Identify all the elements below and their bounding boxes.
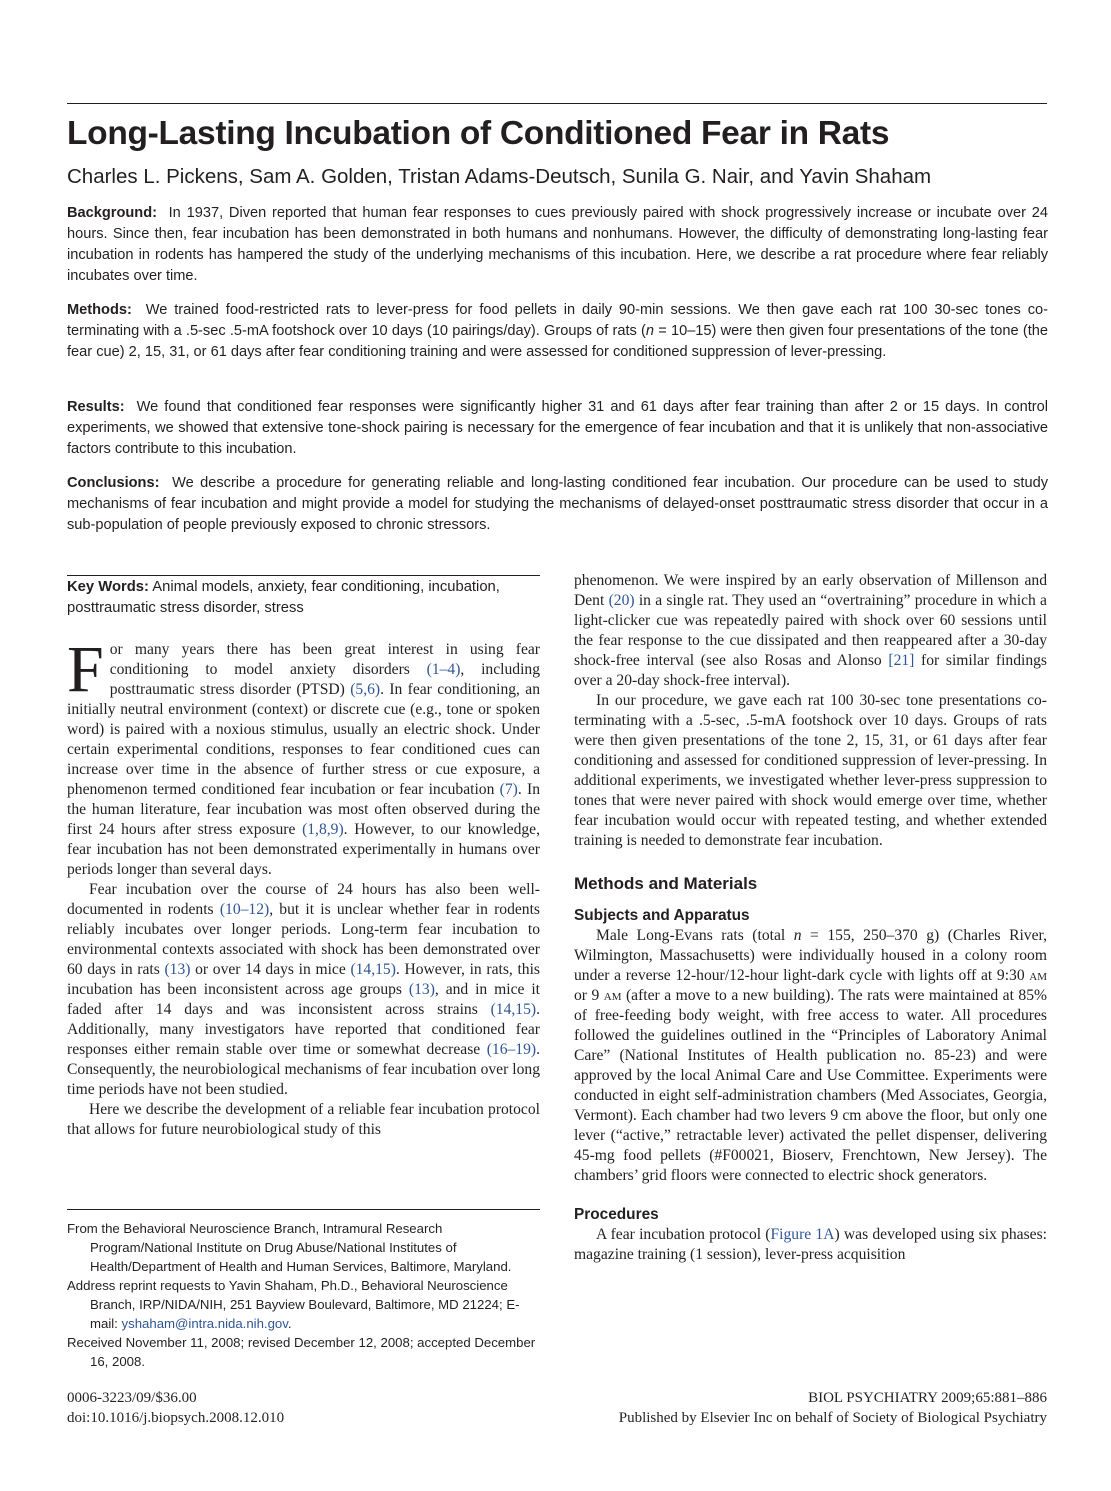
citation-link[interactable]: (13) [408, 981, 435, 998]
email-link[interactable]: yshaham@intra.nida.nih.gov [121, 1316, 288, 1331]
citation-link[interactable]: (5,6) [350, 681, 381, 698]
subsection-heading-procedures: Procedures [574, 1206, 659, 1223]
top-rule [67, 103, 1047, 104]
citation-link[interactable]: (10–12) [219, 901, 270, 918]
body-paragraph-6: A fear incubation protocol (Figure 1A) was developed using six phases: magazine training (1 session), lever-press acquisition [574, 1226, 1047, 1263]
section-heading-methods: Methods and Materials [574, 874, 758, 893]
abstract-methods-label: Methods: [67, 302, 132, 318]
keywords [67, 577, 540, 619]
abstract-background-text: In 1937, Diven reported that human fear responses to cues previously paired with shock progressively increase or incubate over 24 hours. Since then, fear incubation has been demonstrated in both humans and nonhumans. However, the difficulty of demonstrating long-lasting fear incubation in rodents has hampered the study of the underlying mechanisms of this incubation. Here, we describe a rat procedure where fear reliably incubates over time. [67, 205, 1049, 284]
body-paragraph-3-start [67, 1100, 540, 1140]
citation-link[interactable]: (1,8,9) [302, 821, 344, 838]
citation-link[interactable]: (14,15) [490, 1001, 537, 1018]
body-paragraph-1: For many years there has been great interest in using fear conditioning to model anxiety disorders (1–4), including posttraumatic stress disorder (PTSD) (5,6). In fear conditioning, an initially neutral environment (context) or discrete cue (e.g., tone or spoken word) is paired with a noxious stimulus, usually an electric shock. Under certain experimental conditions, responses to fear conditioned cues can increase over time in the absence of further stress or cue exposure, a phenomenon termed conditioned fear incubation or fear incubation (7). In the human literature, fear incubation was most often observed during the first 24 hours after stress exposure (1,8,9). However, to our knowledge, fear incubation has not been demonstrated experimentally in humans over periods longer than several days. [67, 633, 541, 878]
publisher-line: Published by Elsevier Inc on behalf of Society of Biological Psychiatry [618, 1410, 1047, 1426]
continued-text: Here we describe the development of a reliable fear incubation protocol that allows for future neurobiological study of this [67, 1101, 540, 1138]
footer-right [619, 1388, 1047, 1428]
body-paragraph-4: In our procedure, we gave each rat 100 30-sec tone presentations co-terminating with a .5-sec, .5-mA footshock over 10 days. Groups of rats were then given presentations of the tone 2, 15, 31, or 61 days after fear conditioning and assessed for conditioned suppression of lever-pressing. In additional experiments, we investigated whether lever-press suppression to tones that were never paired with shock would emerge over time, whether fear incubation would occur with repeated testing, and whether extended training is needed to demonstrate fear incubation. [574, 692, 1047, 849]
author-list: Charles L. Pickens, Sam A. Golden, Tristan Adams-Deutsch, Sunila G. Nair, and Yavin Shaham [67, 165, 932, 188]
abstract-results-label: Results: [67, 399, 125, 415]
footnote-affiliation: From the Behavioral Neuroscience Branch, Intramural Research Program/National Institute on Drug Abuse/National Institutes of Health/Department of Health and Human Services, Baltimore, Maryland. [67, 1221, 512, 1274]
citation-link[interactable]: (16–19) [486, 1041, 537, 1058]
abstract-conclusions-label: Conclusions: [67, 475, 160, 491]
abstract-conclusions [67, 473, 1048, 536]
body-paragraph-2: Fear incubation over the course of 24 hours has also been well-documented in rodents (10–12), but it is unclear whether fear in rodents reliably incubates over longer periods. Long-term fear incubation to environmental contexts associated with shock has been demonstrated over 60 days in rats (13) or over 14 days in mice (14,15). However, in rats, this incubation has been inconsistent across age groups (13), and in mice it faded after 14 days and was inconsistent across strains (14,15). Additionally, many investigators have reported that conditioned fear responses either remain stable over time or somewhat decrease (16–19). Consequently, the neurobiological mechanisms of fear incubation over long time periods have not been studied. [67, 881, 541, 1098]
citation-link[interactable]: (13) [164, 961, 191, 978]
citation-link[interactable]: (14,15) [350, 961, 396, 978]
body-column-right [574, 571, 1047, 1265]
journal-citation: BIOL PSYCHIATRY 2009;65:881–886 [808, 1390, 1047, 1406]
abstract-results [67, 397, 1048, 460]
abstract-methods: Methods: We trained food-restricted rats to lever-press for food pellets in daily 90-min sessions. We then gave each rat 100 30-sec tones co-terminating with a .5-sec .5-mA footshock over 10 days (10 pairings/day). Groups of rats (n = 10–15) were then given four presentations of the tone (the fear cue) 2, 15, 31, or 61 days after fear conditioning training and were assessed for conditioned suppression of lever-pressing. [67, 302, 1048, 360]
body-column-left [67, 633, 541, 1140]
issn-price: 0006-3223/09/$36.00 [67, 1390, 197, 1406]
body-paragraph-3-end: phenomenon. We were inspired by an early observation of Millenson and Dent (20) in a single rat. They used an “overtraining” procedure in which a light-clicker cue was repeatedly paired with shock over 60 sessions until the fear response to the cue dissipated and then reappeared after a 30-day shock-free interval (see also Rosas and Alonso [21] for similar findings over a 20-day shock-free interval). [574, 572, 1047, 689]
paper-title: Long-Lasting Incubation of Conditioned Fear in Rats [67, 115, 890, 152]
abstract-background-label: Background: [67, 205, 157, 221]
citation-link[interactable]: (20) [608, 592, 635, 609]
keywords-rule [67, 575, 540, 576]
footnote-received: Received November 11, 2008; revised December 12, 2008; accepted December 16, 2008. [67, 1335, 536, 1369]
body-paragraph-5: Male Long-Evans rats (total n = 155, 250–370 g) (Charles River, Wilmington, Massachusetts) were individually housed in a colony room under a reverse 12-hour/12-hour light-dark cycle with lights off at 9:30 am or 9 am (after a move to a new building). The rats were maintained at 85% of free-feeding body weight, with free access to water. All procedures followed the guidelines outlined in the “Principles of Laboratory Animal Care” (National Institutes of Health publication no. 85-23) and were approved by the local Animal Care and Use Committee. Experiments were conducted in eight self-administration chambers (Med Associates, Georgia, Vermont). Each chamber had two levers 9 cm above the floor, but only one lever (“active,” retractable lever) activated the pellet dispenser, delivering 45-mg food pellets (#F00021, Bioserv, Frenchtown, New Jersey). The chambers’ grid floors were connected to electric shock generators. [574, 927, 1047, 1184]
doi: doi:10.1016/j.biopsych.2008.12.010 [67, 1410, 285, 1426]
drop-cap: F [67, 633, 104, 706]
citation-link[interactable]: (1–4) [426, 661, 461, 678]
footnote-rule [67, 1209, 540, 1210]
abstract-results-text: We found that conditioned fear responses were significantly higher 31 and 61 days after fear training than after 2 or 15 days. In control experiments, we showed that extensive tone-shock pairing is necessary for the emergence of fear incubation and that it is unlikely that non-associative factors contribute to this incubation. [67, 399, 1048, 457]
citation-link[interactable]: (7) [499, 781, 518, 798]
abstract-background [67, 203, 1048, 287]
keywords-text: Animal models, anxiety, fear conditioning, incubation, posttraumatic stress disorder, stress [67, 579, 500, 616]
citation-link[interactable]: [21] [888, 652, 915, 669]
keywords-label: Key Words: [67, 579, 149, 595]
footnote-address: Address reprint requests to Yavin Shaham, Ph.D., Behavioral Neuroscience Branch, IRP/NIDA/NIH, 251 Bayview Boulevard, Baltimore, MD 21224; E-mail: yshaham@intra.nida.nih.gov. [67, 1278, 520, 1331]
abstract-conclusions-text: We describe a procedure for generating reliable and long-lasting conditioned fear incubation. Our procedure can be used to study mechanisms of fear incubation and might provide a model for studying the mechanisms of delayed-onset posttraumatic stress disorder that occur in a sub-population of people previously exposed to chronic stressors. [67, 475, 1049, 533]
footer-left [67, 1388, 284, 1428]
subsection-heading-subjects: Subjects and Apparatus [574, 907, 750, 924]
footnotes [67, 1219, 540, 1371]
figure-link[interactable]: Figure 1A [770, 1226, 835, 1243]
